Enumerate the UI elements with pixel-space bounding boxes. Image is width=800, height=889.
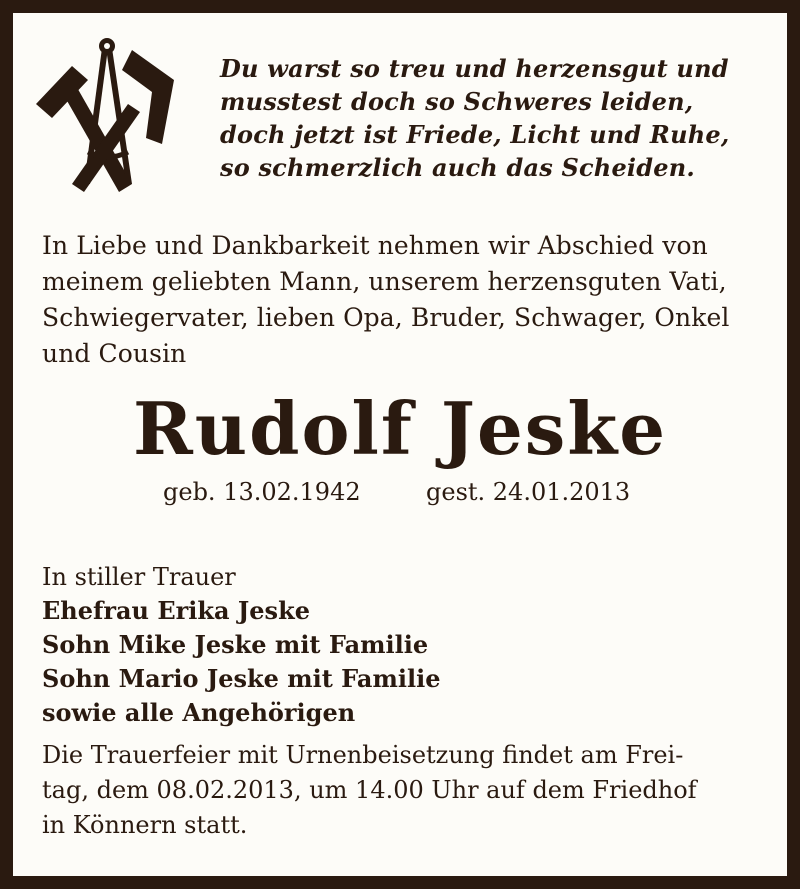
mourners: [42, 560, 762, 730]
mourner-name: Sohn Mike Jeske mit Familie: [42, 630, 429, 659]
service-line: tag, dem 08.02.2013, um 14.00 Uhr auf dem Friedhof: [42, 776, 697, 804]
death-date: gest. 24.01.2013: [426, 478, 631, 506]
service-announcement: [42, 738, 762, 843]
mourner-name: Sohn Mario Jeske mit Familie: [42, 664, 441, 693]
intro-line: Schwiegervater, lieben Opa, Bruder, Schwager, Onkel: [42, 303, 730, 332]
service-line: Die Trauerfeier mit Urnenbeisetzung findet am Frei-: [42, 741, 684, 769]
intro-line: und Cousin: [42, 339, 187, 368]
mourner-name: sowie alle Angehörigen: [42, 698, 356, 727]
poem-line: Du warst so treu und herzensgut und: [220, 54, 729, 83]
deceased-name: Rudolf Jeske: [132, 386, 668, 471]
poem-line: musstest doch so Schweres leiden,: [220, 87, 694, 116]
miners-hammers-and-compass-icon: [28, 34, 178, 202]
service-line: in Könnern statt.: [42, 811, 248, 839]
birth-date: geb. 13.02.1942: [163, 478, 361, 506]
poem: [220, 52, 760, 184]
mourner-name: Ehefrau Erika Jeske: [42, 596, 310, 625]
mourners-heading: In stiller Trauer: [42, 563, 236, 591]
poem-line: doch jetzt ist Friede, Licht und Ruhe,: [220, 120, 730, 149]
intro-text: [42, 228, 762, 372]
intro-line: In Liebe und Dankbarkeit nehmen wir Abschied von: [42, 231, 708, 260]
intro-line: meinem geliebten Mann, unserem herzensguten Vati,: [42, 267, 727, 296]
poem-line: so schmerzlich auch das Scheiden.: [220, 153, 695, 182]
